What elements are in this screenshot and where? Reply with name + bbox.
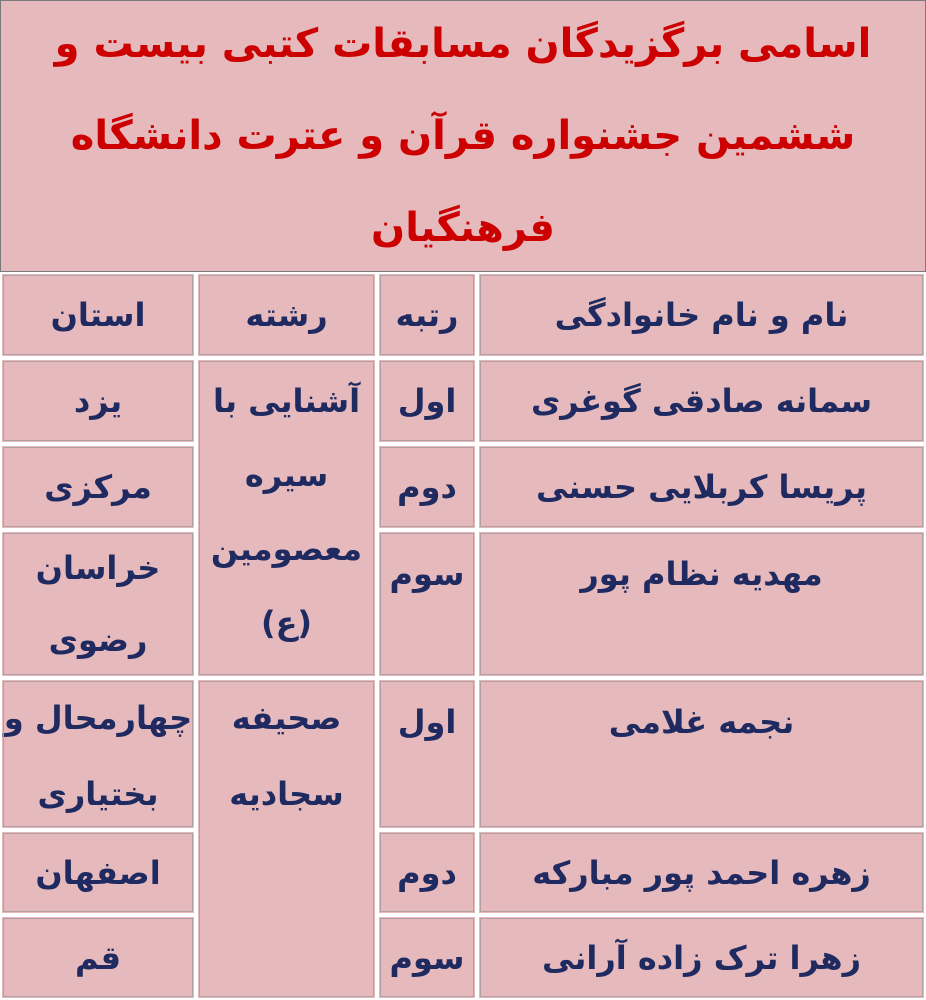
name-cell: نجمه غلامی [477,678,926,830]
province-cell: یزد [0,358,196,444]
name-cell: سمانه صادقی گوغری [477,358,926,444]
rank-cell: سوم [377,915,477,1000]
name-cell: مهدیه نظام پور [477,530,926,678]
rank-cell: دوم [377,830,477,915]
header-rank: رتبه [377,272,477,358]
header-field: رشته [196,272,377,358]
field-cell-group-2: صحیفه سجادیه [196,678,377,1000]
name-cell: پریسا کربلایی حسنی [477,444,926,530]
title-block [0,0,926,272]
province-cell: خراسان رضوی [0,530,196,678]
name-cell: زهرا ترک زاده آرانی [477,915,926,1000]
rank-cell: اول [377,678,477,830]
province-cell: چهارمحال و بختیاری [0,678,196,830]
province-cell: اصفهان [0,830,196,915]
header-province: استان [0,272,196,358]
name-cell: زهره احمد پور مبارکه [477,830,926,915]
province-cell: مرکزی [0,444,196,530]
rank-cell: اول [377,358,477,444]
page-title: اسامی برگزیدگان مسابقات کتبی بیست و ششمین جشنواره قرآن و عترت دانشگاه فرهنگیان [54,21,872,251]
rank-cell: سوم [377,530,477,678]
header-name: نام و نام خانوادگی [477,272,926,358]
province-cell: قم [0,915,196,1000]
field-cell-group-1: آشنایی با سیره معصومین (ع) [196,358,377,678]
rank-cell: دوم [377,444,477,530]
